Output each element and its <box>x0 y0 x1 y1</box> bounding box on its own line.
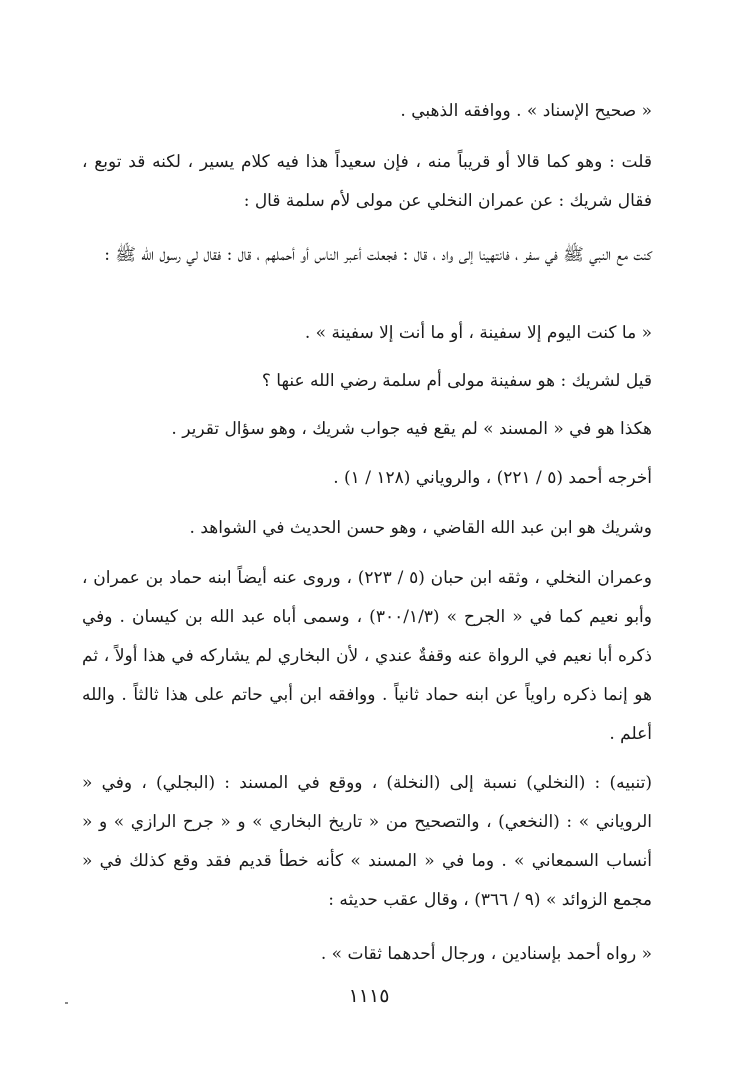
paragraph-hadith-text: كنت مع النبي ﷺ في سفر ، فانتهينا إلى واد ، قال : فجعلت أعبر الناس أو أحملهم ، قال : فقال لي رسول الله ﷺ : <box>104 245 652 265</box>
paragraph-takhrij: أخرجه أحمد (٥ / ٢٢١) ، والروياني (١٢٨ / ١) . <box>333 468 652 488</box>
page-number: ١١١٥ <box>348 985 390 1007</box>
paragraph-musnad-note: هكذا هو في « المسند » لم يقع فيه جواب شريك ، وهو سؤال تقرير . <box>171 419 652 439</box>
paragraph-prophet-quote: « ما كنت اليوم إلا سفينة ، أو ما أنت إلا سفينة » . <box>304 323 652 343</box>
paragraph-commentary: قلت : وهو كما قالا أو قريباً منه ، فإن سعيداً هذا فيه كلام يسير ، لكنه قد توبع ، فقال شريك : عن عمران النخلي عن مولى لأم سلمة قال : <box>82 152 652 211</box>
paragraph-imran-note: وعمران النخلي ، وثقه ابن حبان (٥ / ٢٢٣) ، وروى عنه أيضاً ابنه حماد بن عمران ، وأبو نعيم كما في « الجرح » (٣٠٠/١/٣) ، وسمى أباه عبد الله بن كيسان . وفي ذكره أبا نعيم في الرواة عنه وقفةٌ عندي ، لأن البخاري لم يشاركه في هذا أولاً ، ثم هو إنما ذكره راوياً عن ابنه حماد ثانياً . ووافقه ابن أبي حاتم على هذا ثالثاً . والله أعلم . <box>82 568 652 744</box>
paragraph-tanbih: (تنبيه) : (النخلي) نسبة إلى (النخلة) ، ووقع في المسند : (البجلي) ، وفي « الروياني » : (النخعي) ، والتصحيح من « تاريخ البخاري » و « جرح الرازي » و « أنساب السمعاني » . وما في « المسند » كأنه خطأ قديم فقد وقع كذلك في « مجمع الزوائد » (٩ / ٣٦٦) ، وقال عقب حديثه : <box>82 773 652 910</box>
paragraph-zawaid-quote: « رواه أحمد بإسنادين ، ورجال أحدهما ثقات » . <box>320 944 652 964</box>
scan-speck <box>65 1002 68 1004</box>
paragraph-question: قيل لشريك : هو سفينة مولى أم سلمة رضي الله عنها ؟ <box>261 371 652 391</box>
paragraph-isnad-note: « صحيح الإسناد » . ووافقه الذهبي . <box>400 101 652 121</box>
paragraph-sharik-note: وشريك هو ابن عبد الله القاضي ، وهو حسن الحديث في الشواهد . <box>189 518 652 538</box>
